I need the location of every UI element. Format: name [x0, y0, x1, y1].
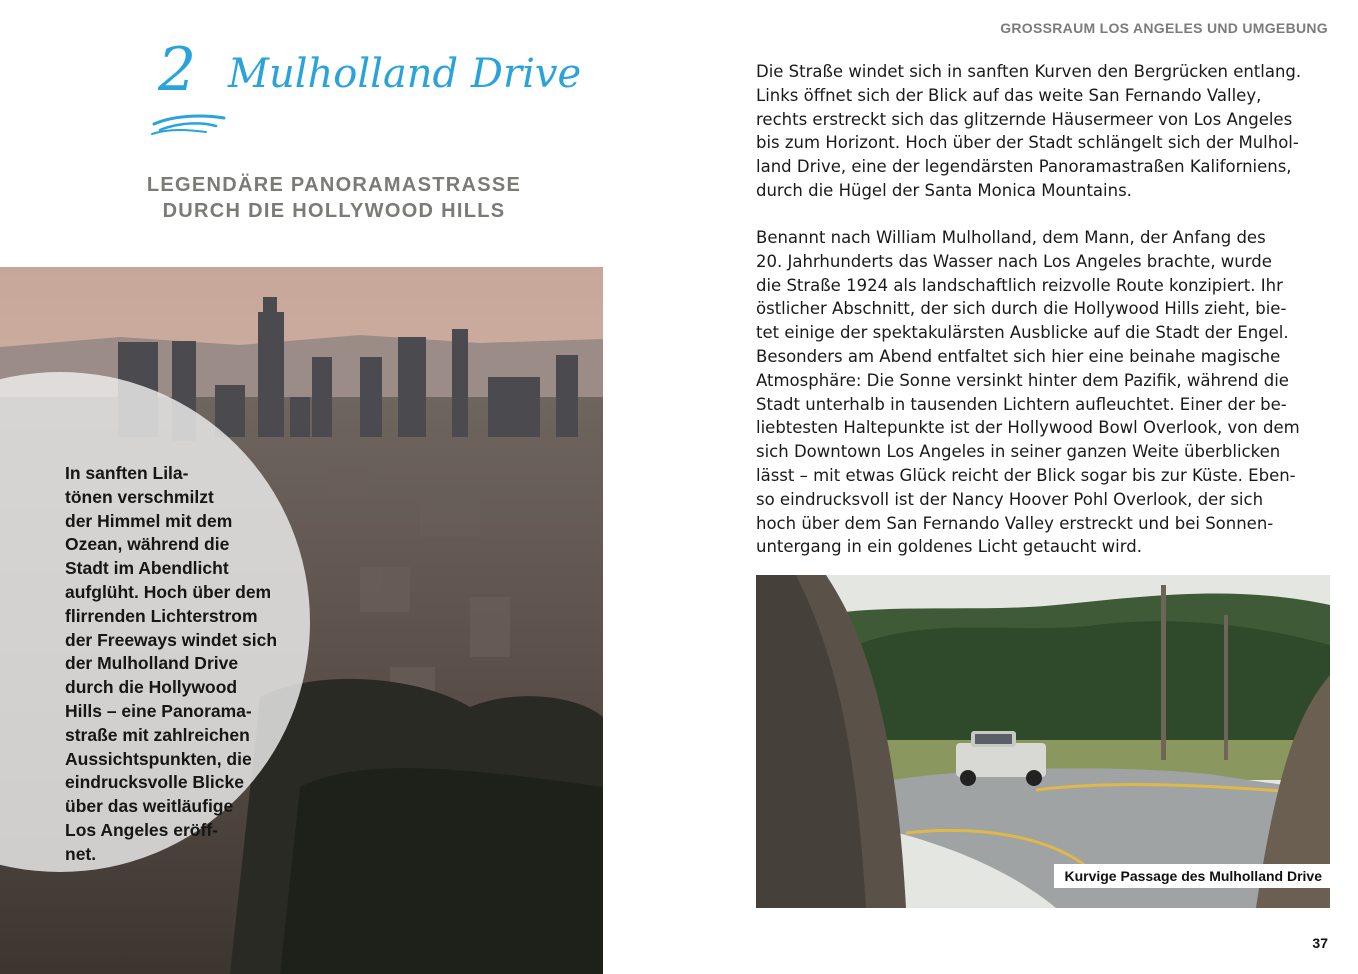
page-number: 37 [1312, 935, 1328, 951]
overlay-line: straße mit zahlreichen [65, 724, 250, 745]
body-line: untergang in ein goldenes Licht getaucht wird. [756, 537, 1142, 557]
overlay-line: tönen verschmilzt [65, 486, 214, 507]
swash-underline-icon [150, 108, 230, 138]
overlay-line: flirrenden Lichterstrom [65, 605, 258, 626]
body-line: Die Straße windet sich in sanften Kurven den Bergrücken entlang. [756, 62, 1302, 81]
subtitle [60, 172, 608, 224]
overlay-line: durch die Hollywood [65, 677, 238, 698]
overlay-line: eindrucksvolle Blicke [65, 772, 244, 793]
overlay-line: Ozean, während die [65, 534, 230, 555]
subtitle-line-1: LEGENDÄRE PANORAMASTRASSE [146, 174, 522, 196]
body-line: 20. Jahrhunderts das Wasser nach Los Angeles brachte, wurde [756, 251, 1272, 271]
body-line: Atmosphäre: Die Sonne versinkt hinter dem Pazifik, während die [756, 370, 1289, 390]
overlay-line: über das weitläufige [65, 796, 234, 817]
chapter-number: 2 [158, 35, 197, 105]
running-head: GROSSRAUM LOS ANGELES UND UMGEBUNG [1000, 20, 1328, 36]
body-line: liebtesten Haltepunkte ist der Hollywood Bowl Overlook, von dem [756, 418, 1300, 438]
body-line: Stadt unterhalb in tausenden Lichtern aufleuchtet. Einer der be- [756, 394, 1287, 414]
overlay-caption [65, 462, 290, 867]
body-line: Benannt nach William Mulholland, dem Mann, der Anfang des [756, 228, 1266, 247]
chapter-heading [150, 35, 582, 146]
photo-caption: Kurvige Passage des Mulholland Drive [1054, 864, 1330, 888]
body-line: sich Downtown Los Angeles in seiner ganzen Weite überblicken [756, 442, 1281, 462]
body-line: land Drive, eine der legendärsten Panoramastraßen Kaliforniens, [756, 157, 1292, 177]
road-photo [756, 575, 1330, 908]
body-line: lässt – mit etwas Glück reicht der Blick sogar bis zur Küste. Eben- [756, 465, 1296, 485]
body-paragraph-2 [756, 226, 1300, 559]
overlay-line: Aussichtspunkten, die [65, 748, 252, 769]
overlay-line: In sanften Lila- [65, 463, 189, 483]
overlay-line: der Himmel mit dem [65, 510, 233, 531]
chapter-title: Mulholland Drive [228, 51, 582, 97]
body-line: tet einige der spektakulärsten Ausblicke auf die Stadt der Engel. [756, 323, 1289, 343]
body-line: rechts erstreckt sich das glitzernde Häusermeer von Los Angeles [756, 109, 1293, 129]
body-line: durch die Hügel der Santa Monica Mountains. [756, 180, 1132, 200]
overlay-line: net. [65, 843, 97, 864]
subtitle-line-2: DURCH DIE HOLLYWOOD HILLS [162, 200, 506, 222]
body-line: bis zum Horizont. Hoch über der Stadt schlängelt sich der Mulhol- [756, 133, 1299, 153]
body-line: so eindrucksvoll ist der Nancy Hoover Pohl Overlook, der sich [756, 489, 1264, 509]
body-line: östlicher Abschnitt, der sich durch die Hollywood Hills zieht, bie- [756, 299, 1287, 319]
body-line: die Straße 1924 als landschaftlich reizvolle Route konzipiert. Ihr [756, 275, 1283, 295]
overlay-line: Stadt im Abendlicht [65, 558, 229, 579]
body-line: Links öffnet sich der Blick auf das weite San Fernando Valley, [756, 85, 1262, 105]
overlay-line: der Freeways windet sich [65, 629, 278, 650]
overlay-line: Hills – eine Panorama- [65, 700, 252, 721]
overlay-line: aufglüht. Hoch über dem [65, 581, 272, 602]
body-paragraph-1 [756, 60, 1302, 203]
overlay-line: der Mulholland Drive [65, 653, 239, 674]
body-line: Besonders am Abend entfaltet sich hier eine beinahe magische [756, 346, 1281, 366]
body-line: hoch über dem San Fernando Valley erstreckt und bei Sonnen- [756, 513, 1274, 533]
overlay-line: Los Angeles eröff- [65, 819, 218, 840]
